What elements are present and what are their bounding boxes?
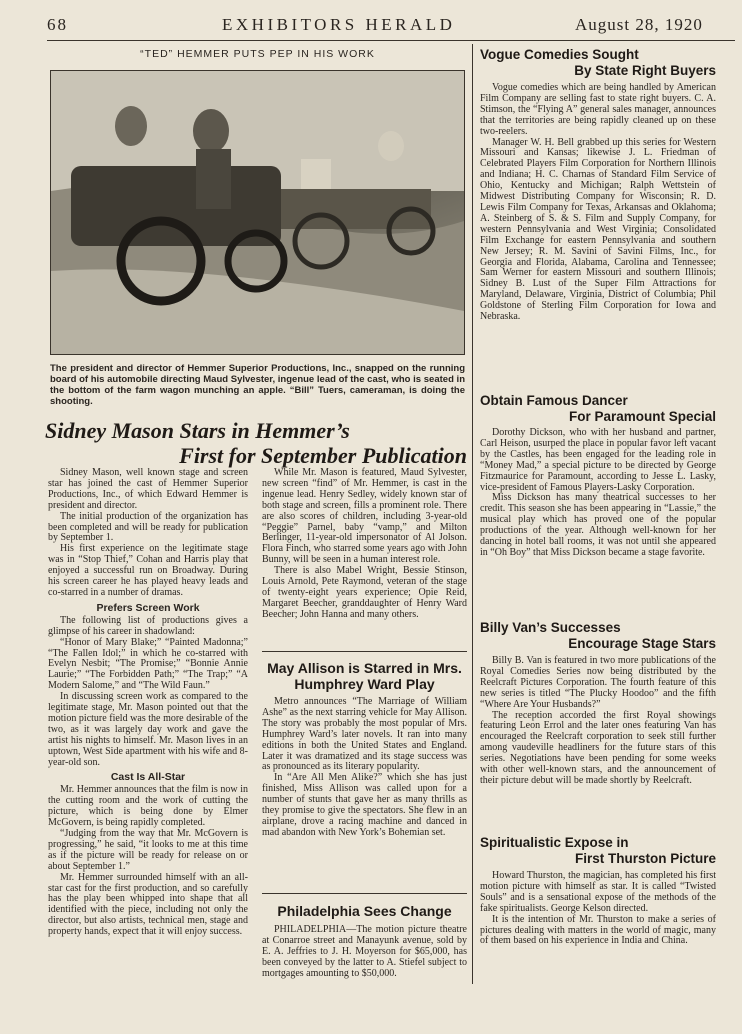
page-number: 68 — [47, 15, 68, 34]
billy-van-title — [480, 620, 716, 652]
page-header — [0, 0, 742, 40]
vogue-body — [480, 83, 716, 323]
photo-headline: “TED” HEMMER PUTS PEP IN HIS WORK — [140, 48, 375, 60]
paragraph: His first experience on the legitimate stage was in “Stop Thief,” Cohan and Harris play that enjoyed a successful run on Broadway. During his screen career he has played heavy leads and co-starred in a number of dramas. — [48, 543, 248, 598]
thurston-title — [480, 835, 716, 867]
thurston-title-line1: Spiritualistic Expose in — [480, 835, 629, 850]
may-allison-title: May Allison is Starred in Mrs. Humphrey Ward Play — [267, 660, 462, 692]
paragraph: It is the intention of Mr. Thurston to make a series of pictures dealing with matters in the world of magic, many of them based on his experience in India and China. — [480, 913, 716, 947]
header-rule — [47, 40, 735, 41]
paragraph: Metro announces “The Marriage of William Ashe” as the next starring vehicle for May Allison. The story was probably the most popular of Mrs. Humphrey Ward’s later novels. It ran into many editions in both the United States and England. Later it was dramatized and its stage success was as pronounced as its literary popularity. — [262, 696, 467, 773]
paragraph: “Judging from the way that Mr. McGovern is progressing,” he said, “it looks to me at this time as if the picture will be ready for release on or about September 1.” — [48, 828, 248, 872]
dancer-body — [480, 428, 716, 559]
subheading: Prefers Screen Work — [96, 601, 200, 614]
billy-van-title-line2: Encourage Stage Stars — [568, 636, 716, 651]
dancer-title-line2: For Paramount Special — [568, 409, 716, 424]
main-article-column-1 — [48, 468, 248, 938]
philadelphia-title: Philadelphia Sees Change — [277, 903, 452, 919]
vogue-title-line2: By State Right Buyers — [574, 63, 716, 78]
masthead: EXHIBITORS HERALD — [222, 15, 456, 34]
paragraph: PHILADELPHIA—The motion picture theatre at Conarroe street and Manayunk avenue, sold by E. A. Jeffries to J. H. Moyerson for $65,000, has been conveyed by the latter to A. Stiefel subject to mortgages amounting to $50,000. — [262, 924, 467, 979]
thurston-body — [480, 871, 716, 947]
paragraph: While Mr. Mason is featured, Maud Sylvester, new screen “find” of Mr. Hemmer, is cast in the ingenue lead. Henry Sedley, widely known star of both stage and screen, fills a prominent role. There are also scores of children, including 3-year-old “Peggie” Parnel, baby “vamp,” and Milton Berlinger, 11-year-old impersonator of Al Jolson. Flora Finch, who starred some years ago with John Bunny, will be seen in a human interest role. — [262, 467, 467, 566]
paragraph: Mr. Hemmer surrounded himself with an all-star cast for the first production, and so carefully has the play been whipped into shape that all identified with the piece, including not only the director, but also artists, technical men, stage and property hands, expect that it will enjoy success. — [48, 871, 248, 938]
paragraph: The initial production of the organization has been completed and will be ready for publication by September 1. — [48, 510, 248, 544]
vogue-title — [480, 47, 716, 79]
paragraph: In “Are All Men Alike?” which she has just finished, Miss Allison was called upon for a number of stunts that gave her as many thrills as they promise to give the spectators. She flew in an airplane, drove a racing machine and danced in mad abandon with New York’s Bohemian set. — [262, 772, 467, 838]
dancer-title-line1: Obtain Famous Dancer — [480, 393, 628, 408]
paragraph: There is also Mabel Wright, Bessie Stinson, Louis Arnold, Pete Raymond, veteran of the stage of twenty-eight years experience; Opie Reid, Margaret Beecher, granddaughter of Henry Ward Beecher; John Hanna and many others. — [262, 565, 467, 620]
may-allison-rule — [262, 651, 467, 652]
automobile-wagon-photo — [51, 71, 464, 354]
thurston-title-line2: First Thurston Picture — [574, 851, 716, 866]
column-divider — [472, 44, 473, 984]
paragraph: In discussing screen work as compared to the legitimate stage, Mr. Mason pointed out that the motion picture field was the more desirable of the two, as it was largely day work and gave the artist his nights to himself. Mr. Mason lives in an uptown, West Side apartment with his wife and 8-year-old son. — [48, 691, 248, 768]
photograph — [50, 70, 465, 355]
issue-date: August 28, 1920 — [575, 15, 703, 34]
subheading: Cast Is All-Star — [110, 771, 186, 784]
billy-van-body — [480, 656, 716, 787]
philadelphia-rule — [262, 893, 467, 894]
main-article-title — [45, 418, 467, 468]
paragraph: “Honor of Mary Blake;” “Painted Madonna;” “The Fallen Idol;” in which he co-starred with Evelyn Nesbit; “The Promise;” “Bonnie Annie Laurie;” “The Forbidden Path;” “The Trap;” “A Modern Salome,” and “The Wild Faun.” — [48, 636, 248, 692]
paragraph: The following list of productions gives a glimpse of his career in shadowland: — [48, 614, 248, 637]
paragraph: The reception accorded the first Royal showings featuring Leon Errol and the later ones featuring Van has encouraged the Reelcraft corporation to seek still further among vaudeville headliners for the future stars of this series. Negotiations have been pending for some weeks with other well-known stars, and the announcement of their picture debut will be made shortly by Reelcraft. — [480, 709, 716, 786]
paragraph: Dorothy Dickson, who with her husband and partner, Carl Heison, usurped the place in popular favor left vacant by the Castles, has been engaged for the leading role in “Money Mad,” a special picture to be directed by George Fitzmaurice for Paramount, according to Jesse L. Lasky, vice-president of Famous Players-Lasky Corporation. — [480, 427, 716, 493]
photo-caption: The president and director of Hemmer Superior Productions, Inc., snapped on the running board of his automobile directing Maud Sylvester, ingenue lead of the cast, who is seated in the bottom of the farm wagon munching an apple. “Bill” Tuers, cameraman, is doing the shooting. — [50, 363, 465, 407]
paragraph: Mr. Hemmer announces that the film is now in the cutting room and the work of cutting the picture, which is being done by Elmer McGovern, is being rapidly completed. — [48, 784, 248, 829]
paragraph: Vogue comedies which are being handled by American Film Company are selling fast to state right buyers. C. A. Stimson, the “Flying A” general sales manager, announces that the territories are being rapidly cleaned up on these two-reelers. — [480, 82, 716, 137]
main-article-column-2 — [262, 468, 467, 621]
dancer-title — [480, 393, 716, 425]
paragraph: Miss Dickson has many theatrical successes to her credit. This season she has been appearing in “Lassie,” the musical play which has proved one of the popular productions of the year. Although well-known for her dancing in hotel ball rooms, it was not until she appeared in “Oh Boy” that Miss Dickson became a stage favorite. — [480, 492, 716, 558]
may-allison-body — [262, 697, 467, 839]
main-title-line1: Sidney Mason Stars in Hemmer’s — [45, 418, 350, 443]
vogue-title-line1: Vogue Comedies Sought — [480, 47, 639, 62]
main-title-line2: First for September Publication — [179, 443, 467, 468]
philadelphia-body — [262, 925, 467, 980]
billy-van-title-line1: Billy Van’s Successes — [480, 620, 621, 635]
paragraph: Billy B. Van is featured in two more publications of the Royal Comedies Series now being distributed by the Reelcraft Pictures Corporation. The fourth feature of this new series is titled “The Plucky Hoodoo” and the fifth “Where Are Your Husbands?” — [480, 655, 716, 710]
paragraph: Howard Thurston, the magician, has completed his first motion picture with himself as star. It is called “Twisted Souls” and is a sensational expose of the methods of the fake spiritualists. George Kelson directed. — [480, 870, 716, 914]
paragraph: Sidney Mason, well known stage and screen star has joined the cast of Hemmer Superior Productions, Inc., of which Edward Hemmer is president and director. — [48, 467, 248, 511]
paragraph: Manager W. H. Bell grabbed up this series for Western Missouri and Kansas; likewise J. L. Friedman of Celebrated Players Film Corporation for Northern Illinois and Indiana; H. C. Charnas of Standard Film Service of Ohio, Kentucky and Michigan; Ralph Wettstein of Midwest Distributing Company for Wisconsin; R. D. Lewis Film Company for Texas, Arkansas and Oklahoma; A. Steinberg of S. & S. Film and Supply Company, for western Pennsylvania and West Virginia; Consolidated Film Exchange for eastern Pennsylvania and southern New Jersey; R. M. Savini of Savini Films, Inc., for Georgia and Florida, Alabama, Carolina and Tennessee; Sam Werner for eastern Missouri and southern Illinois; Sidney B. Lust of the Super Film Attractions for Maryland, Delaware, Virginia, District of Columbia; Phil Goldstone of Sterling Film Corporation for Iowa and Nebraska. — [480, 136, 716, 323]
